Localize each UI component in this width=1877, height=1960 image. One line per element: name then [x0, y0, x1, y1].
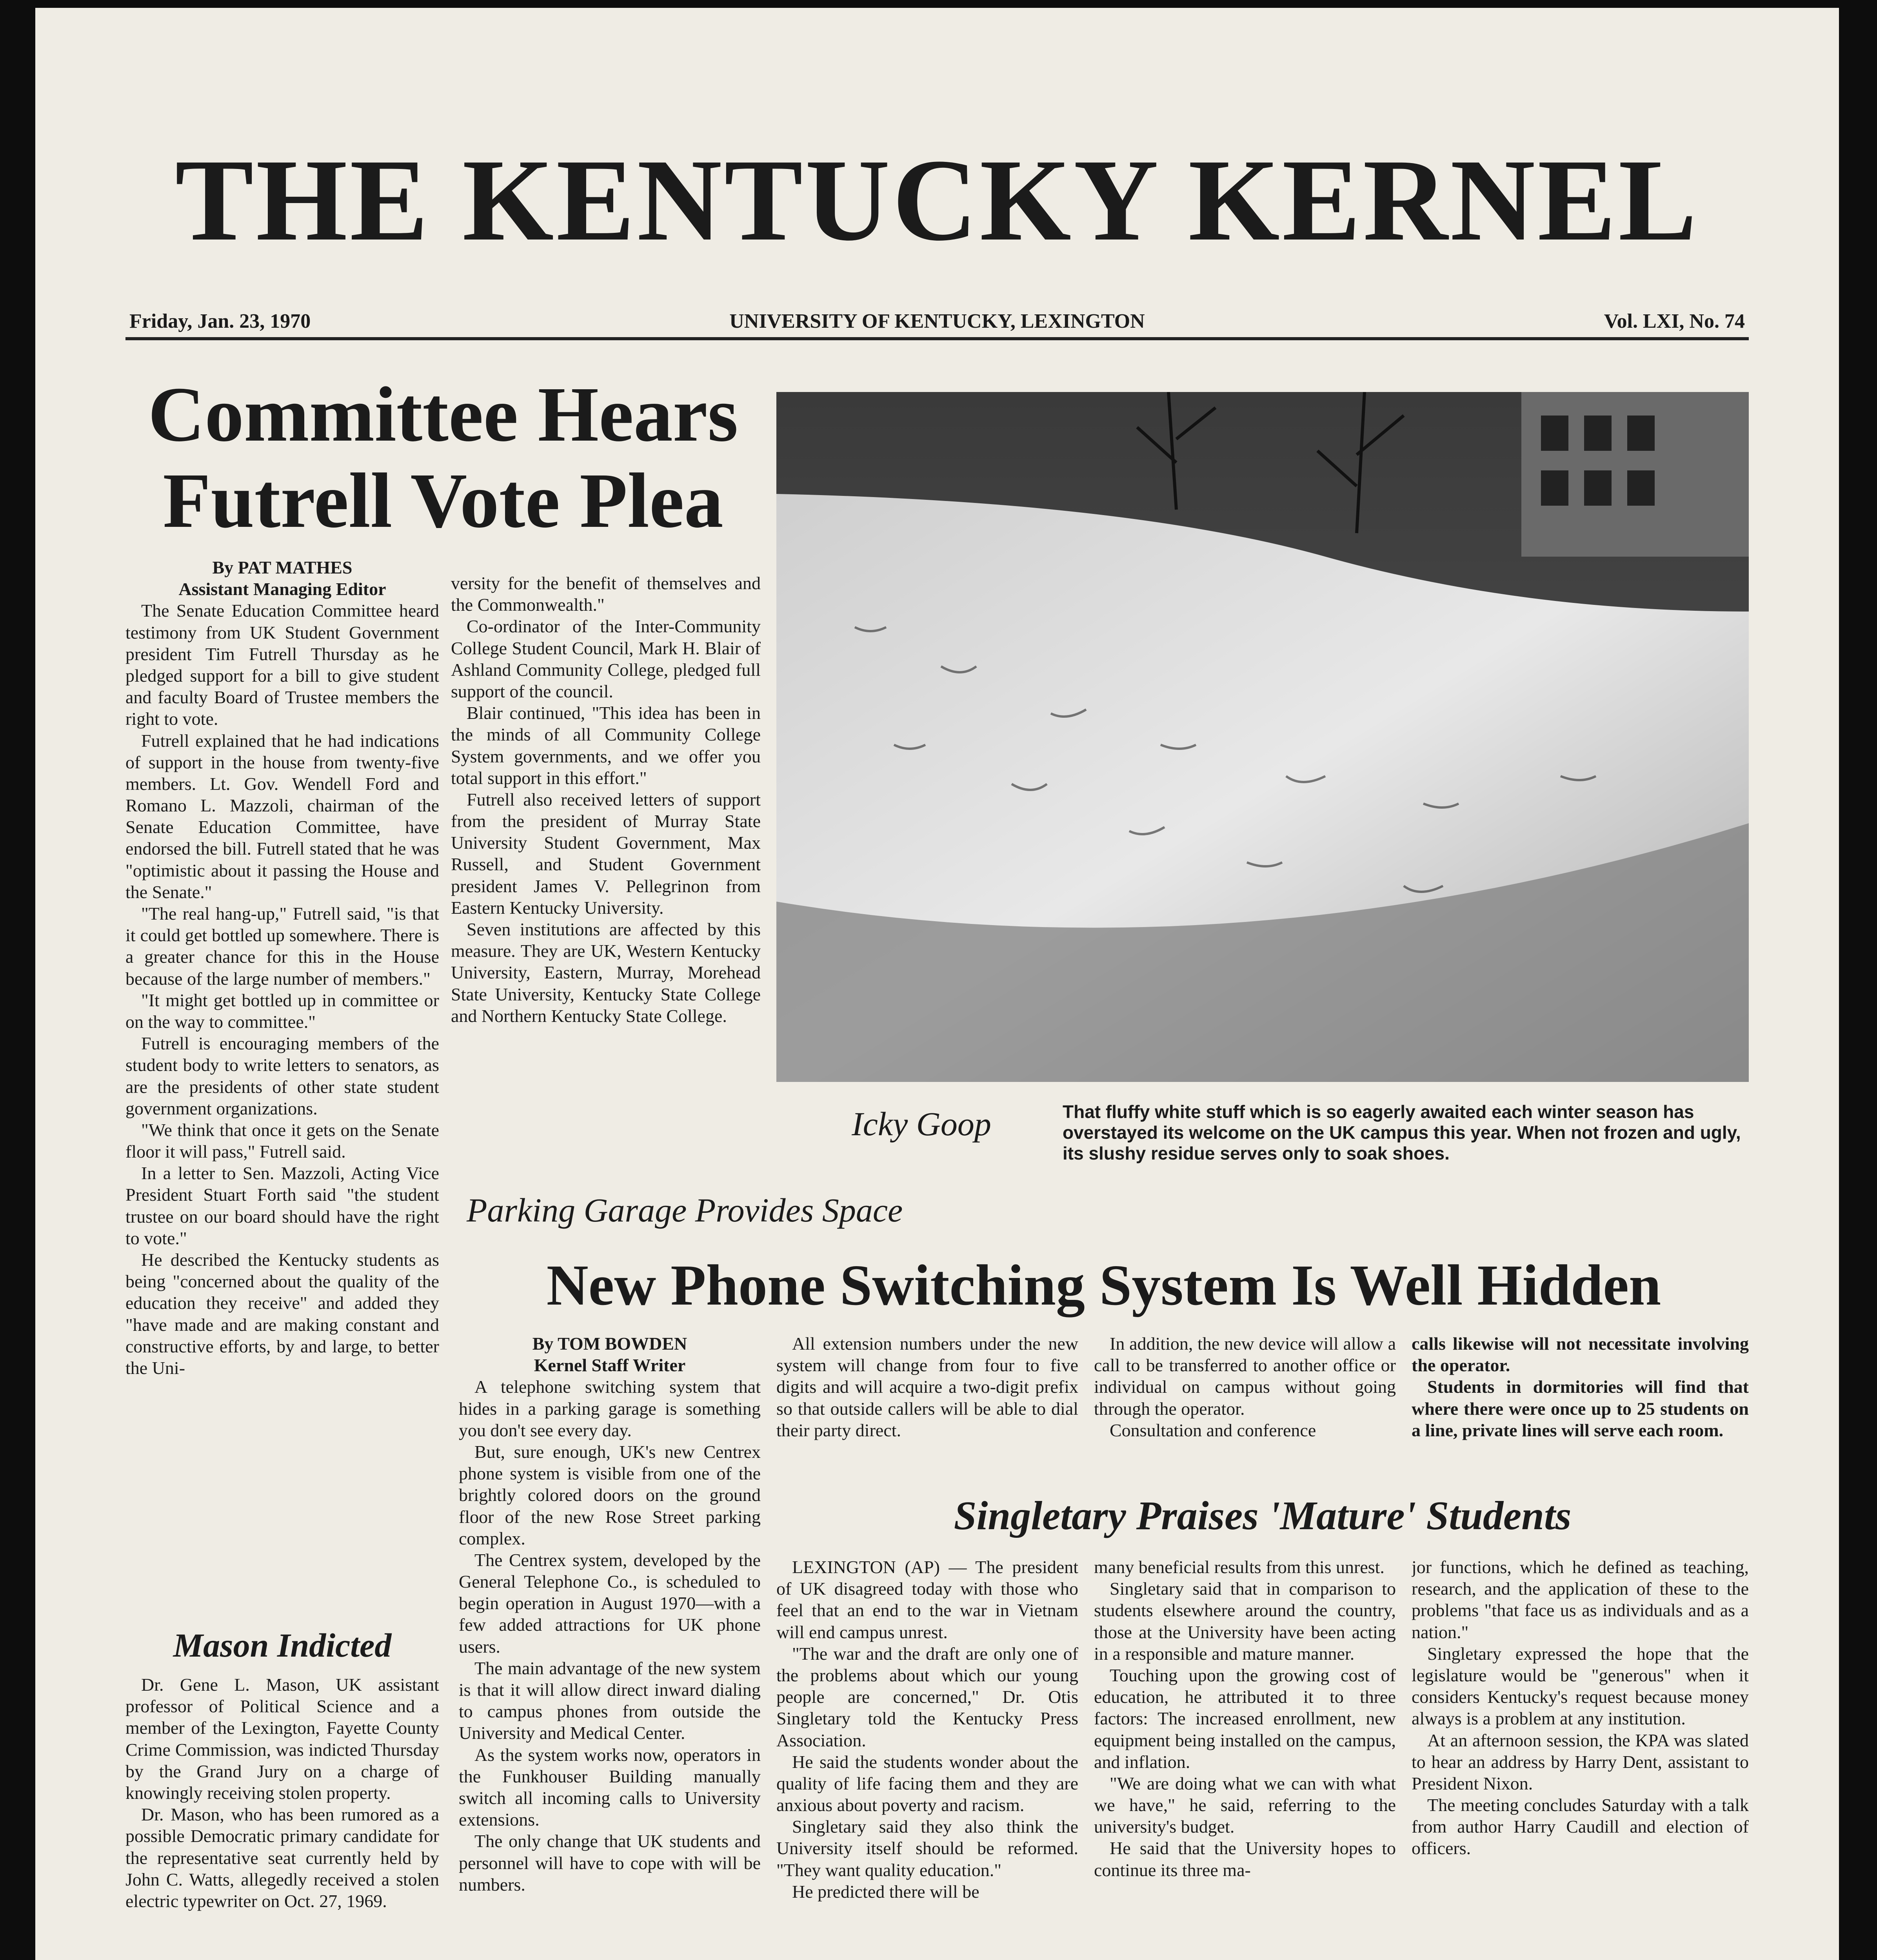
- mason-paragraph: Dr. Mason, who has been rumored as a possible Democratic primary candidate for the representative seat currently held by John C. Watts, allegedly received a stolen electric typewriter on Oct. 27, 1969.: [125, 1804, 439, 1911]
- futrell-headline-line2: Futrell Vote Plea: [163, 457, 723, 544]
- futrell-paragraph: Futrell also received letters of support from the president of Murray State University Student Government, Max Russell, and Student Government president James V. Pellegrinon from Eastern Kentucky University.: [451, 789, 761, 918]
- masthead-rule: [125, 337, 1749, 340]
- phone-paragraph: As the system works now, operators in the Funkhouser Building manually switch all incoming calls to University extensions.: [459, 1744, 761, 1830]
- futrell-byline-name: By PAT MATHES: [212, 557, 353, 577]
- phone-paragraph: Consultation and conference: [1110, 1420, 1316, 1440]
- futrell-paragraph: versity for the benefit of themselves and the Commonwealth.": [451, 573, 761, 615]
- singletary-paragraph: The meeting concludes Saturday with a talk from author Harry Caudill and election of officers.: [1412, 1795, 1749, 1858]
- singletary-paragraph: Singletary expressed the hope that the legislature would be "generous" when it considers Kentucky's request because money always is a problem at any institution.: [1412, 1643, 1749, 1729]
- newspaper-sheet: [35, 8, 1839, 1960]
- futrell-paragraph: In a letter to Sen. Mazzoli, Acting Vice President Stuart Forth said "the student trustee on our board should have the right to vote.": [125, 1163, 439, 1248]
- singletary-paragraph: Singletary said they also think the University itself should be reformed. "They want quality education.": [776, 1817, 1078, 1880]
- singletary-paragraph: Singletary said that in comparison to students elsewhere around the country, those at the University have been acting in a responsible and mature manner.: [1094, 1579, 1396, 1664]
- futrell-column-2: [451, 572, 761, 1168]
- singletary-column-1: [776, 1556, 1078, 1960]
- mason-headline: Mason Indicted: [173, 1626, 392, 1664]
- futrell-paragraph: Blair continued, "This idea has been in the minds of all Community College System governments, and we offer you total support in this effort.": [451, 703, 761, 788]
- phone-paragraph: The main advantage of the new system is that it will allow direct inward dialing to campus phones from outside the University and Medical Center.: [459, 1658, 761, 1743]
- singletary-paragraph: At an afternoon session, the KPA was slated to hear an address by Harry Dent, assistant to President Nixon.: [1412, 1730, 1749, 1793]
- photo-caption: That fluffy white stuff which is so eagerly awaited each winter season has overstayed its welcome on the UK campus this year. When not frozen and ugly, its slushy residue serves only to soak shoes.: [1063, 1102, 1741, 1163]
- singletary-paragraph: He said that the University hopes to continue its three ma-: [1094, 1838, 1396, 1880]
- singletary-paragraph: He said the students wonder about the quality of life facing them and they are anxious about poverty and racism.: [776, 1751, 1078, 1815]
- mason-paragraph: Dr. Gene L. Mason, UK assistant professor of Political Science and a member of the Lexington, Fayette County Crime Commission, was indicted Thursday by the Grand Jury on a charge of knowingly receiving stolen property.: [125, 1675, 439, 1803]
- futrell-paragraph: Futrell is encouraging members of the student body to write letters to senators, as are the presidents of other state student government organizations.: [125, 1033, 439, 1118]
- phone-column-2: [776, 1333, 1078, 1474]
- futrell-paragraph: Co-ordinator of the Inter-Community College Student Council, Mark H. Blair of Ashland Community College, pledged full support of the council.: [451, 616, 761, 701]
- phone-headline: New Phone Switching System Is Well Hidden: [546, 1253, 1661, 1318]
- singletary-paragraph: many beneficial results from this unrest.: [1094, 1557, 1385, 1577]
- futrell-paragraph: Seven institutions are affected by this measure. They are UK, Western Kentucky University, Eastern, Murray, Morehead State University, Kentucky State College and Northern Kentucky State College.: [451, 919, 761, 1026]
- phone-byline-name: By TOM BOWDEN: [532, 1334, 687, 1354]
- futrell-paragraph: "The real hang-up," Futrell said, "is that it could get bottled up somewhere. There is a greater chance for this in the House because of the large number of members.": [125, 904, 439, 989]
- singletary-column-3: [1412, 1556, 1749, 1960]
- phone-paragraph: In addition, the new device will allow a call to be transferred to another office or individual on campus without going through the operator.: [1094, 1334, 1396, 1419]
- masthead: THE KENTUCKY KERNEL: [175, 135, 1699, 265]
- phone-paragraph: Students in dormitories will find that where there were once up to 25 students on a line, private lines will serve each room.: [1412, 1377, 1749, 1440]
- singletary-paragraph: LEXINGTON (AP) — The president of UK disagreed today with those who feel that an end to the war in Vietnam will end campus unrest.: [776, 1557, 1078, 1642]
- phone-paragraph: calls likewise will not necessitate involving the operator.: [1412, 1334, 1749, 1376]
- phone-kicker: Parking Garage Provides Space: [467, 1191, 903, 1229]
- phone-paragraph: A telephone switching system that hides in a parking garage is something you don't see every day.: [459, 1377, 761, 1440]
- singletary-paragraph: He predicted there will be: [792, 1881, 979, 1902]
- singletary-paragraph: Touching upon the growing cost of education, he attributed it to three factors: The increased enrollment, new equipment being installed on the campus, and inflation.: [1094, 1665, 1396, 1772]
- futrell-paragraph: The Senate Education Committee heard testimony from UK Student Government president Tim Futrell Thursday as he pledged support for a bill to give student and faculty Board of Trustee members the right to vote.: [125, 601, 439, 729]
- singletary-paragraph: "The war and the draft are only one of the problems about which our young people are concerned," Dr. Otis Singletary told the Kentucky Press Association.: [776, 1643, 1078, 1750]
- futrell-paragraph: Futrell explained that he had indications of support in the house from twenty-five members. Lt. Gov. Wendell Ford and Romano L. Mazzoli, chairman of the Senate Education Committee, have endorsed the bill. Futrell stated that he was "optimistic about it passing the House and the Senate.": [125, 730, 439, 902]
- phone-column-1: [459, 1333, 761, 1960]
- singletary-headline: Singletary Praises 'Mature' Students: [954, 1493, 1572, 1538]
- phone-paragraph: The only change that UK students and personnel will have to cope with will be numbers.: [459, 1831, 761, 1895]
- mason-story: [125, 1674, 439, 1960]
- volume-number: Vol. LXI, No. 74: [1604, 310, 1745, 332]
- singletary-column-2: [1094, 1556, 1396, 1960]
- phone-paragraph: But, sure enough, UK's new Centrex phone system is visible from one of the brightly colored doors on the ground floor of the new Rose Street parking complex.: [459, 1441, 761, 1548]
- institution-line: UNIVERSITY OF KENTUCKY, LEXINGTON: [729, 310, 1145, 332]
- phone-column-4: [1412, 1333, 1749, 1474]
- futrell-byline-title: Assistant Managing Editor: [178, 579, 386, 599]
- futrell-paragraph: "We think that once it gets on the Senate floor it will pass," Futrell said.: [125, 1120, 439, 1162]
- photo-title: Icky Goop: [852, 1105, 991, 1143]
- futrell-paragraph: "It might get bottled up in committee or on the way to committee.": [125, 990, 439, 1032]
- futrell-headline-line1: Committee Hears: [148, 371, 738, 458]
- snow-campus-photo: [776, 392, 1749, 1082]
- futrell-paragraph: He described the Kentucky students as being "concerned about the quality of the education they receive" and added they "have made and are making constant and constructive efforts, by and large, to better the Uni-: [125, 1250, 439, 1378]
- phone-paragraph: The Centrex system, developed by the General Telephone Co., is scheduled to begin operation in August 1970—with a few added attractions for UK phone users.: [459, 1550, 761, 1657]
- issue-date: Friday, Jan. 23, 1970: [129, 310, 311, 332]
- phone-byline-title: Kernel Staff Writer: [534, 1355, 686, 1376]
- singletary-paragraph: "We are doing what we can with what we have," he said, referring to the university's budget.: [1094, 1773, 1396, 1837]
- snow-photo-art: [776, 392, 1749, 1082]
- phone-paragraph: All extension numbers under the new system will change from four to five digits and will acquire a two-digit prefix so that outside callers will be able to dial their party direct.: [776, 1334, 1078, 1440]
- futrell-column-1: [125, 557, 439, 1592]
- phone-column-3: [1094, 1333, 1396, 1474]
- singletary-paragraph: jor functions, which he defined as teaching, research, and the application of these to the problems "that face us as individuals and as a nation.": [1412, 1557, 1749, 1642]
